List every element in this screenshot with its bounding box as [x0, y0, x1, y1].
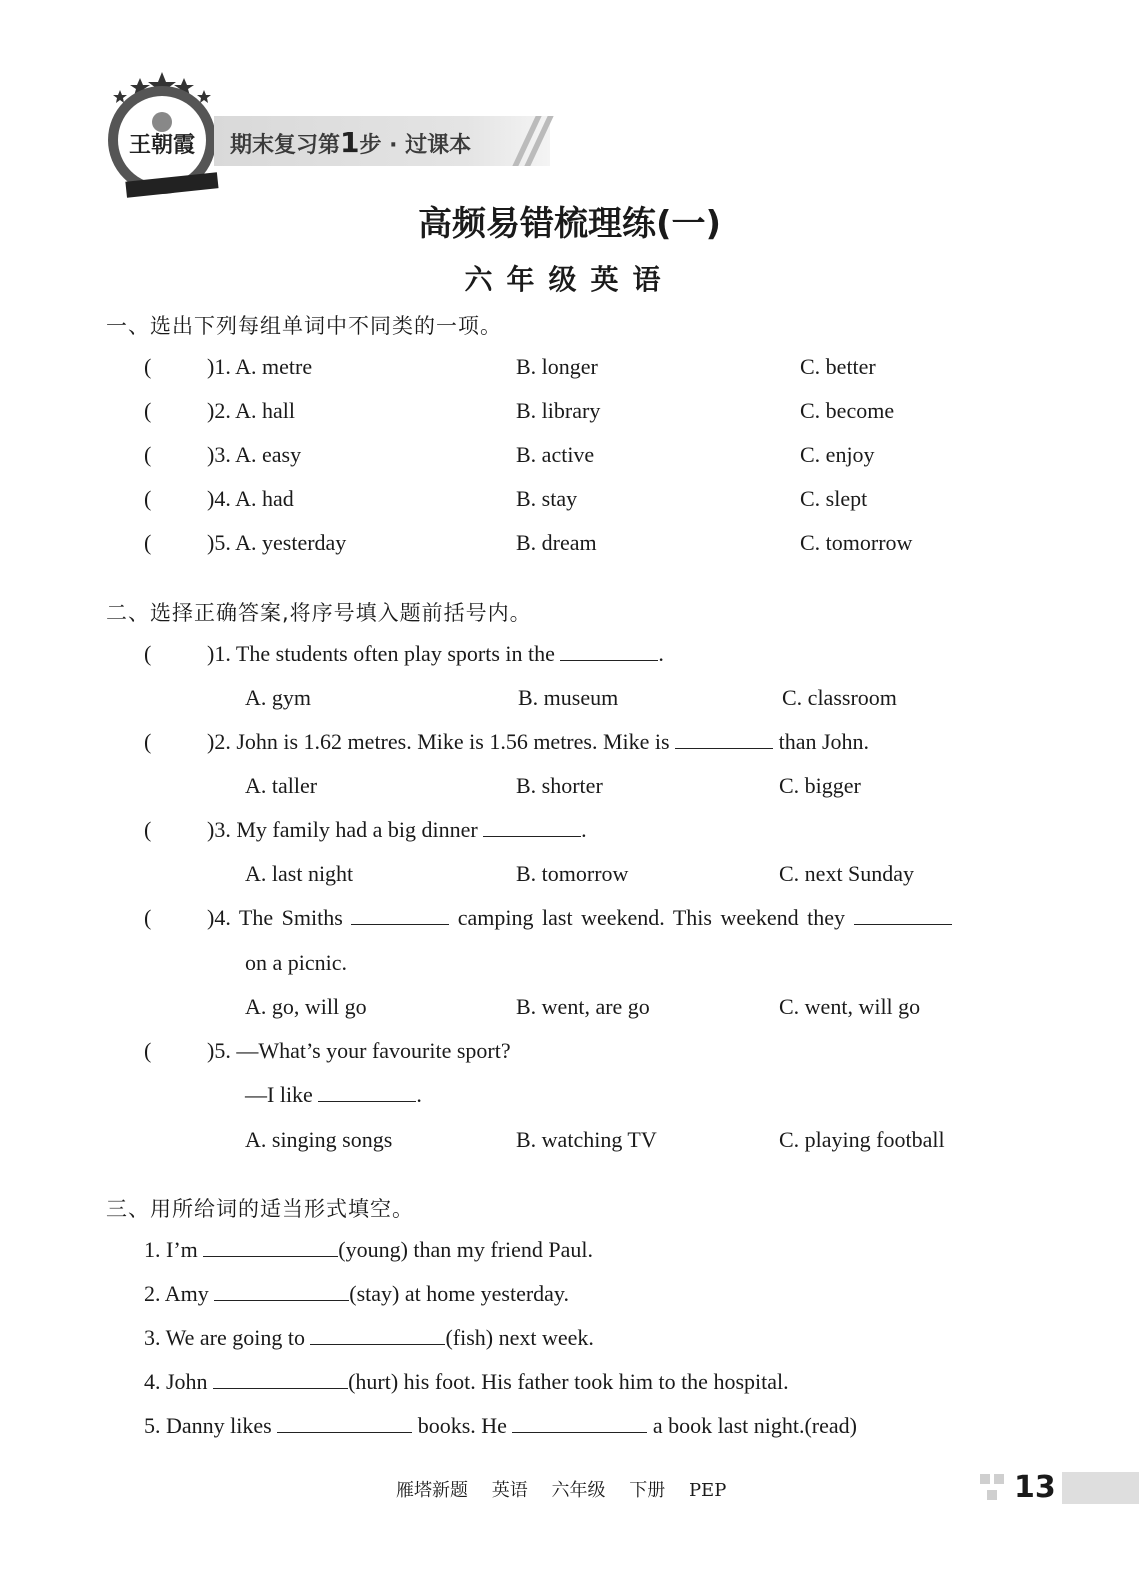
s1-q4-b: B. stay — [516, 486, 578, 511]
s1-q4-a: )4. A. had — [207, 486, 294, 511]
answer-blank[interactable] — [214, 1282, 349, 1301]
s2-q2-end: than John. — [778, 729, 870, 754]
s3-item-4-post: (hurt) his foot. His father took him to the hospital. — [348, 1369, 789, 1394]
s1-q1-a: )1. A. metre — [207, 354, 313, 379]
footer-info — [396, 1476, 744, 1502]
s3-item-5-pre: 5. Danny likes — [144, 1413, 272, 1438]
footer-term: 下册 — [629, 1480, 666, 1501]
s2-q5-a: A. singing songs — [245, 1127, 393, 1152]
s2-q4-mid: camping last weekend. This weekend they — [457, 905, 846, 930]
s2-q5-end: . — [416, 1082, 422, 1107]
answer-blank[interactable] — [318, 1083, 416, 1102]
s2-q4-stem — [207, 905, 952, 931]
answer-bracket: ( — [144, 398, 152, 423]
s2-q5-c: C. playing football — [779, 1127, 945, 1152]
s2-q3-stem — [207, 817, 587, 843]
s1-q2-a: )2. A. hall — [207, 398, 295, 423]
s3-item-5-post: a book last night.(read) — [652, 1413, 857, 1438]
s2-q3-b: B. tomorrow — [516, 861, 629, 886]
s2-q1-stem — [207, 641, 664, 667]
s2-q4-c: C. went, will go — [779, 994, 921, 1019]
section1-heading: 一、选出下列每组单词中不同类的一项。 — [106, 314, 502, 338]
footer-grade: 六年级 — [551, 1480, 606, 1501]
answer-blank[interactable] — [351, 906, 449, 925]
s1-q3-b: B. active — [516, 442, 595, 467]
section2-heading: 二、选择正确答案,将序号填入题前括号内。 — [106, 601, 532, 625]
s3-item-5-mid: books. He — [417, 1413, 507, 1438]
decor-square — [987, 1490, 997, 1500]
answer-blank[interactable] — [854, 906, 952, 925]
s2-q5-text: —I like — [245, 1082, 313, 1107]
s1-q3-c: C. enjoy — [800, 442, 875, 467]
s2-q1-text: )1. The students often play sports in the — [207, 641, 555, 666]
s2-q4-b: B. went, are go — [516, 994, 650, 1019]
wangzhaoxia-logo — [104, 72, 220, 204]
s2-q5-b: B. watching TV — [516, 1127, 657, 1152]
s2-q2-a: A. taller — [245, 773, 318, 798]
s1-q3-a: )3. A. easy — [207, 442, 302, 467]
banner-post: 步 · 过课本 — [359, 133, 472, 158]
section3-heading: 三、用所给词的适当形式填空。 — [106, 1197, 414, 1221]
answer-bracket: ( — [144, 641, 152, 666]
answer-blank[interactable] — [512, 1414, 647, 1433]
s3-item-4-pre: 4. John — [144, 1369, 208, 1394]
answer-bracket: ( — [144, 530, 152, 555]
answer-blank[interactable] — [213, 1370, 348, 1389]
s2-q3-text: )3. My family had a big dinner — [207, 817, 478, 842]
s2-q1-end: . — [658, 641, 664, 666]
page-number-bar — [1062, 1472, 1139, 1504]
s2-q4-cont: on a picnic. — [245, 950, 348, 975]
answer-blank[interactable] — [483, 818, 581, 837]
s2-q2-b: B. shorter — [516, 773, 603, 798]
s3-item-3 — [144, 1325, 594, 1351]
page-title: 高频易错梳理练(一) — [417, 204, 722, 244]
s1-q2-c: C. become — [800, 398, 895, 423]
page-subtitle: 六年级英语 — [464, 263, 675, 296]
s2-q4-a: A. go, will go — [245, 994, 367, 1019]
s2-q2-c: C. bigger — [779, 773, 861, 798]
s3-item-3-pre: 3. We are going to — [144, 1325, 305, 1350]
s1-q5-a: )5. A. yesterday — [207, 530, 347, 555]
s2-q5-line2 — [245, 1082, 422, 1108]
answer-bracket: ( — [144, 486, 152, 511]
s3-item-2-post: (stay) at home yesterday. — [349, 1281, 570, 1306]
s2-q5-stem: )5. —What’s your favourite sport? — [207, 1038, 511, 1063]
s2-q3-c: C. next Sunday — [779, 861, 915, 886]
banner-pre: 期末复习第 — [230, 133, 341, 158]
answer-blank[interactable] — [277, 1414, 412, 1433]
footer-subject: 英语 — [491, 1480, 528, 1501]
decor-square — [994, 1474, 1004, 1484]
answer-blank[interactable] — [560, 642, 658, 661]
s3-item-1-post: (young) than my friend Paul. — [338, 1237, 594, 1262]
s1-q1-b: B. longer — [516, 354, 598, 379]
s3-item-5 — [144, 1413, 857, 1439]
s1-q5-b: B. dream — [516, 530, 597, 555]
s2-q2-stem — [207, 729, 869, 755]
answer-blank[interactable] — [675, 730, 773, 749]
s3-item-4 — [144, 1369, 789, 1395]
answer-bracket: ( — [144, 817, 152, 842]
s1-q2-b: B. library — [516, 398, 601, 423]
s3-item-1 — [144, 1237, 593, 1263]
s3-item-1-pre: 1. I’m — [144, 1237, 198, 1262]
answer-bracket: ( — [144, 354, 152, 379]
s3-item-2 — [144, 1281, 569, 1307]
footer-series: 雁塔新题 — [396, 1480, 468, 1501]
decor-square — [980, 1474, 990, 1484]
answer-bracket: ( — [144, 729, 152, 754]
answer-blank[interactable] — [310, 1326, 445, 1345]
answer-bracket: ( — [144, 442, 152, 467]
answer-bracket: ( — [144, 1038, 152, 1063]
banner-text — [230, 126, 471, 159]
page-number: 13 — [1014, 1470, 1056, 1505]
s3-item-2-pre: 2. Amy — [144, 1281, 209, 1306]
s2-q3-end: . — [581, 817, 587, 842]
s1-q1-c: C. better — [800, 354, 876, 379]
s2-q3-a: A. last night — [245, 861, 354, 886]
s2-q1-b: B. museum — [518, 685, 619, 710]
s1-q5-c: C. tomorrow — [800, 530, 913, 555]
s2-q1-c: C. classroom — [782, 685, 897, 710]
answer-bracket: ( — [144, 905, 152, 930]
svg-text:王朝霞: 王朝霞 — [128, 132, 196, 158]
banner-step-number: 1 — [340, 126, 360, 159]
s3-item-3-post: (fish) next week. — [445, 1325, 594, 1350]
s2-q2-text: )2. John is 1.62 metres. Mike is 1.56 metres. Mike is — [207, 729, 670, 754]
s2-q4-text: )4. The Smiths — [207, 905, 343, 930]
s2-q1-a: A. gym — [245, 685, 311, 710]
footer-edition: PEP — [688, 1480, 727, 1501]
s1-q4-c: C. slept — [800, 486, 868, 511]
answer-blank[interactable] — [203, 1238, 338, 1257]
